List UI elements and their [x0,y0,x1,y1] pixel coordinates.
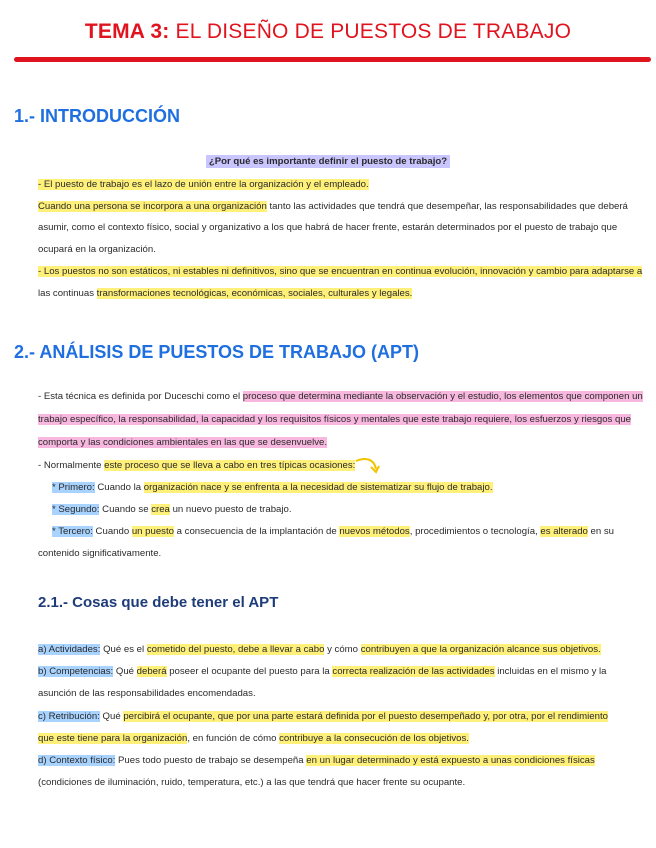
things-d-t1: Pues todo puesto de trabajo se desempeña [115,755,307,766]
apt-item-3-t1: Cuando [92,526,132,537]
title-prefix: TEMA 3: [84,20,170,43]
apt-line-4 [38,459,355,473]
intro-line-3: asumir, como el contexto físico, social y organizativo a los que habrá de hacer frente, estarán determinados por el puesto de trabajo que [38,222,618,233]
apt-item-2-mid: Cuando se [99,504,152,515]
apt-line-3 [38,436,327,450]
things-c [38,710,608,724]
apt-item-1-label: * Primero: [52,482,95,493]
things-b-cont: asunción de las responsabilidades encomendadas. [38,688,256,699]
things-a-t1: Qué es el [100,644,147,655]
apt-item-3 [52,525,614,539]
things-c-hl1: percibirá el ocupante, que por una parte estará definida por el puesto desempeñado y, por otra, por el rendimiento [123,711,608,722]
apt-item-3-t3: , procedimientos o tecnología, [409,526,541,537]
things-c-cont [38,732,469,746]
things-c-t2: , en función de cómo [187,733,280,744]
intro-line-6-lead: las continuas [38,288,97,299]
things-b-t2: poseer el ocupante del puesto para la [166,666,333,677]
intro-line-6-hl: transformaciones tecnológicas, económicas, sociales, culturales y legales. [96,288,413,299]
intro-line-1-text: - El puesto de trabajo es el lazo de unión entre la organización y el empleado. [38,179,369,190]
things-b-t3: incluidas en el mismo y la [494,666,607,677]
apt-item-3-t4: en su [587,526,615,537]
apt-item-1 [52,481,493,495]
things-c-hl2: que este tiene para la organización [38,733,188,744]
page-title [0,20,656,44]
things-a-hl2: contribuyen a que la organización alcance sus objetivos. [360,644,601,655]
apt-item-2-label: * Segundo: [52,504,100,515]
things-c-hl3: contribuye a la consecución de los objetivos. [279,733,469,744]
intro-question-text: ¿Por qué es importante definir el puesto de trabajo? [206,155,450,168]
things-b-label: b) Competencias: [38,666,114,677]
heading-introduccion: 1.- INTRODUCCIÓN [14,106,180,126]
intro-line-2-rest: tanto las actividades que tendrá que desempeñar, las responsabilidades que deberá [266,201,628,212]
things-b-t1: Qué [113,666,137,677]
curved-arrow-icon [354,455,380,477]
heading-cosas-apt: 2.1.- Cosas que debe tener el APT [38,594,279,611]
intro-line-4: ocupará en la organización. [38,244,156,255]
things-a-t2: y cómo [324,644,361,655]
things-b [38,665,607,679]
apt-line-1-hl: proceso que determina mediante la observación y el estudio, los elementos que componen un [242,391,643,402]
things-c-label: c) Retribución: [38,711,100,722]
apt-item-1-mid: Cuando la [94,482,144,493]
apt-item-3-hl3: es alterado [540,526,588,537]
title-rest: EL DISEÑO DE PUESTOS DE TRABAJO [169,20,572,43]
apt-item-2-rest: un nuevo puesto de trabajo. [169,504,292,515]
things-a-label: a) Actividades: [38,644,101,655]
apt-item-1-hl: organización nace y se enfrenta a la necesidad de sistematizar su flujo de trabajo. [143,482,493,493]
apt-item-2-hl: crea [151,504,170,515]
intro-line-1 [38,178,369,192]
things-c-t1: Qué [99,711,124,722]
apt-item-3-hl1: un puesto [131,526,174,537]
apt-line-1 [38,390,643,404]
intro-question [0,156,656,167]
things-d [38,754,595,768]
apt-line-2 [38,413,631,427]
intro-line-6 [38,287,412,301]
heading-apt: 2.- ANÁLISIS DE PUESTOS DE TRABAJO (APT) [14,342,420,362]
apt-item-3-hl2: nuevos métodos [339,526,410,537]
apt-item-2 [52,503,292,517]
intro-line-5-hl: - Los puestos no son estáticos, ni estables ni definitivos, sino que se encuentran en continua evolución, innovación y cambio para adaptarse a [38,266,643,277]
things-d-hl1: en un lugar determinado y está expuesto a unas condiciones físicas [306,755,595,766]
title-underline [14,57,651,62]
apt-line-1-lead: - Esta técnica es definida por Duceschi como el [38,391,243,402]
things-b-hl1: deberá [136,666,167,677]
things-d-cont: (condiciones de iluminación, ruido, temperatura, etc.) a las que tendrá que hacer frente su ocupante. [38,777,466,788]
apt-line-3-hl: comporta y las condiciones ambientales en las que se desenvuelve. [38,437,328,448]
intro-line-2-hl: Cuando una persona se incorpora a una organización [38,201,267,212]
intro-line-5 [38,265,642,279]
apt-line-4-lead: - Normalmente [38,460,105,471]
apt-item-3-label: * Tercero: [52,526,93,537]
things-a [38,643,601,657]
things-d-label: d) Contexto físico: [38,755,116,766]
apt-item-3-t2: a consecuencia de la implantación de [173,526,340,537]
intro-line-2 [38,200,628,214]
apt-line-2-hl: trabajo específico, la responsabilidad, la capacidad y los requisitos físicos y mentales que este trabajo requiere, los esfuerzos y riesgos que [38,414,632,425]
things-b-hl2: correcta realización de las actividades [332,666,495,677]
apt-item-3-cont: contenido significativamente. [38,548,162,559]
apt-line-4-hl: este proceso que se lleva a cabo en tres típicas ocasiones: [104,460,356,471]
things-a-hl1: cometido del puesto, debe a llevar a cabo [146,644,325,655]
